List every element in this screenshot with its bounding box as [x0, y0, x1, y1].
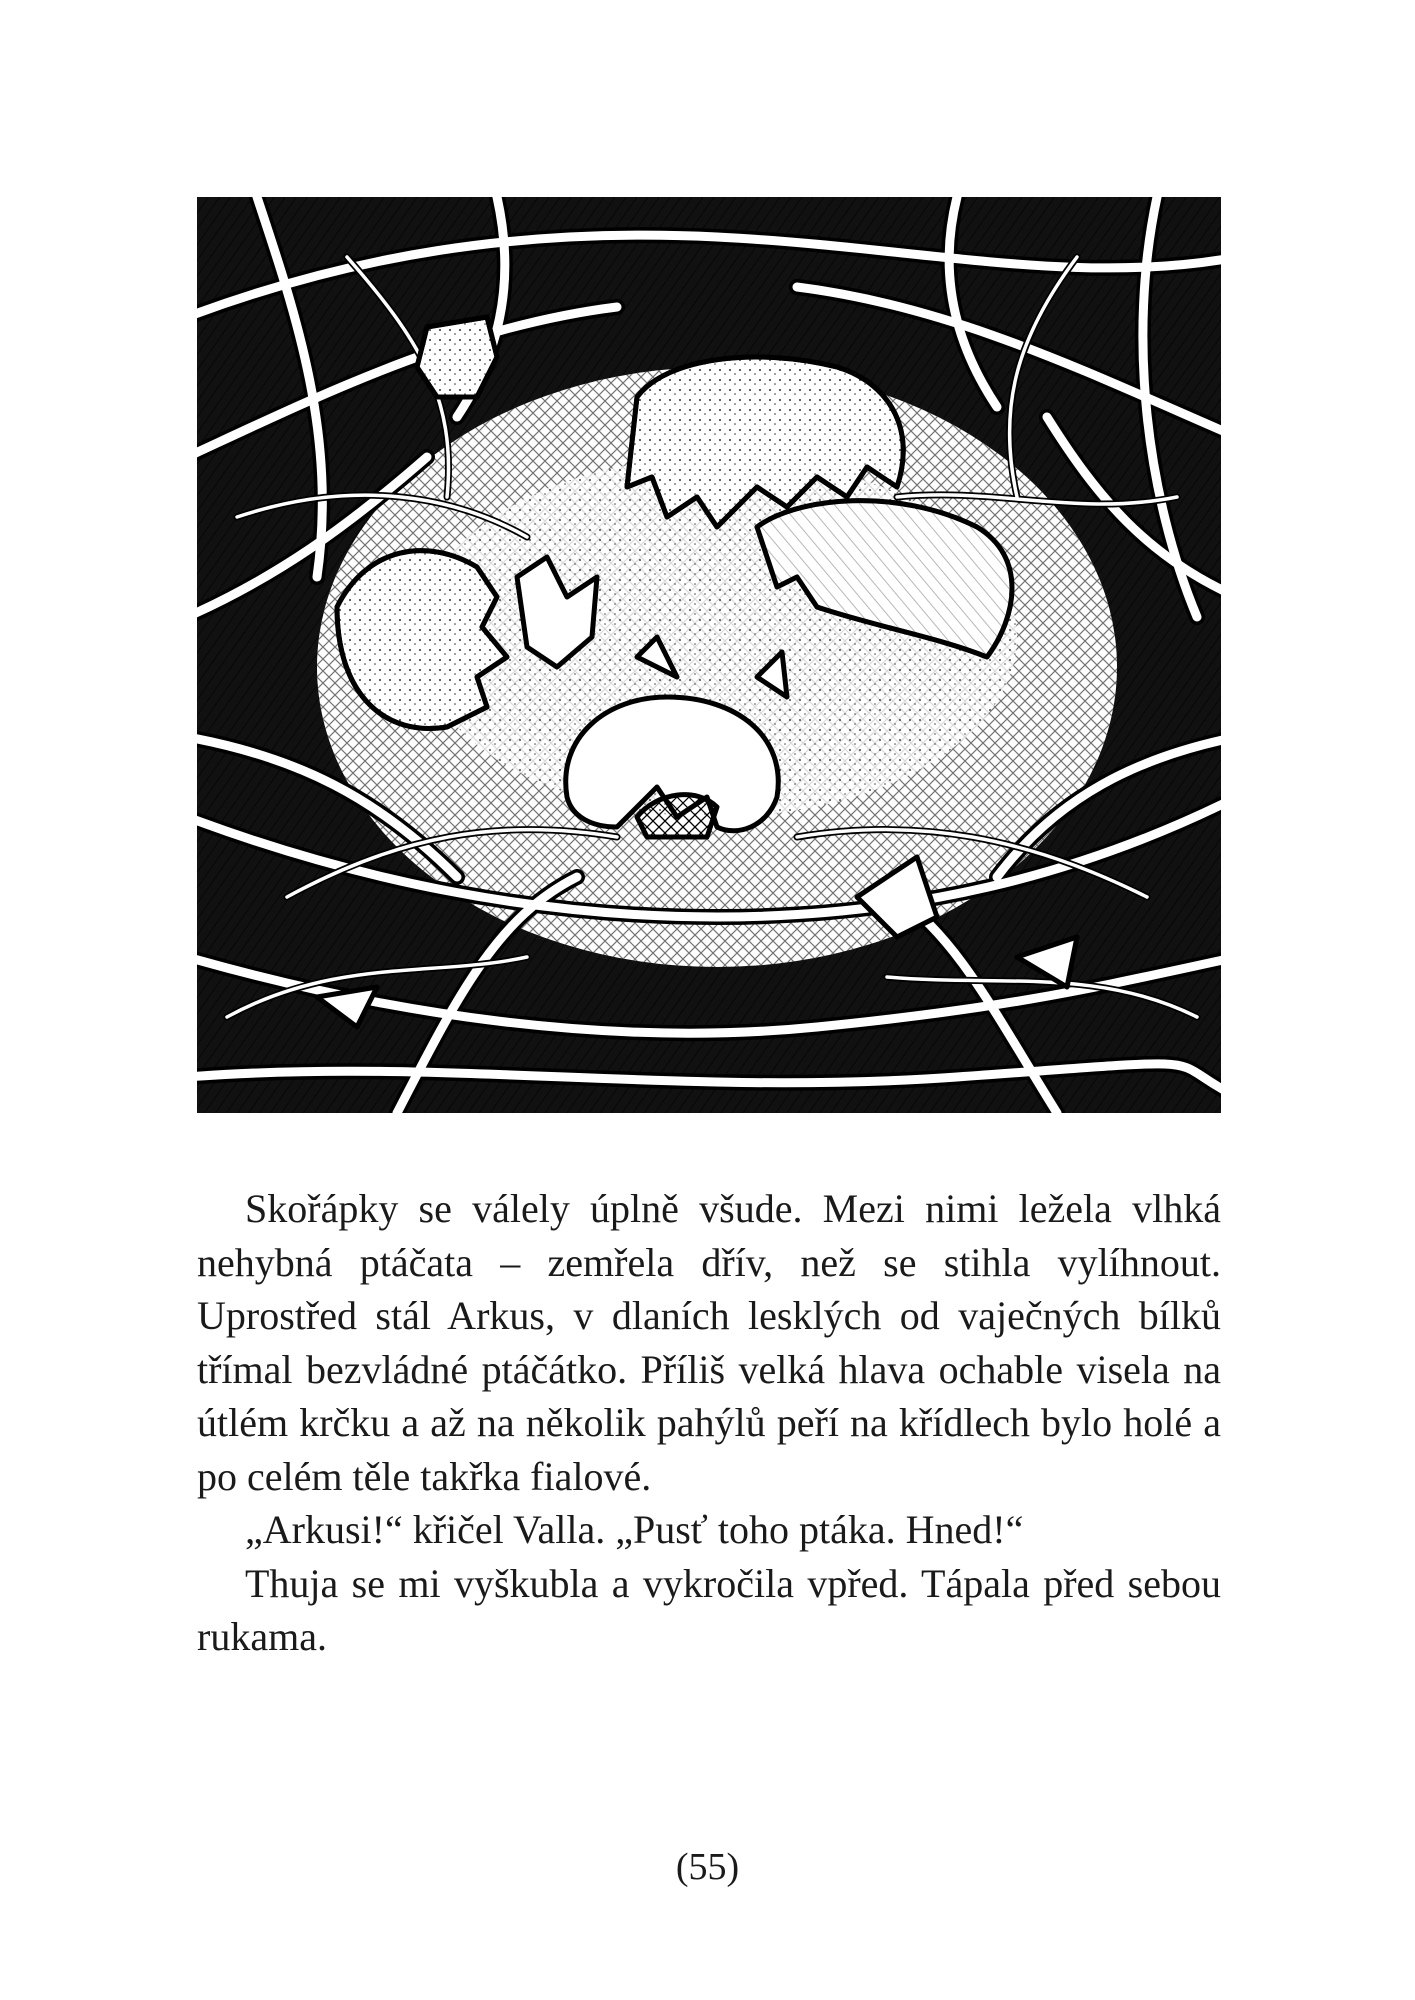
nest-illustration [197, 197, 1221, 1113]
body-text [197, 1182, 1221, 1664]
paragraph: Skořápky se válely úplně všude. Mezi nimi ležela vlhká nehybná ptáčata – zemřela dřív, než se stihla vylíhnout. Uprostřed stál Arkus, v dlaních lesklých od vaječných bílků třímal bezvládné ptáčátko. Příliš velká hlava ochable visela na útlém krčku a až na několik pahýlů peří na křídlech bylo holé a po celém těle takřka fialové. [197, 1186, 1221, 1499]
page-number: (55) [675, 1846, 740, 1888]
paragraph: „Arkusi!“ křičel Valla. „Pusť toho ptáka. Hned!“ [245, 1507, 1024, 1552]
paragraph: Thuja se mi vyškubla a vykročila vpřed. Tápala před sebou rukama. [197, 1560, 1221, 1659]
nest-drawing [197, 197, 1221, 1113]
